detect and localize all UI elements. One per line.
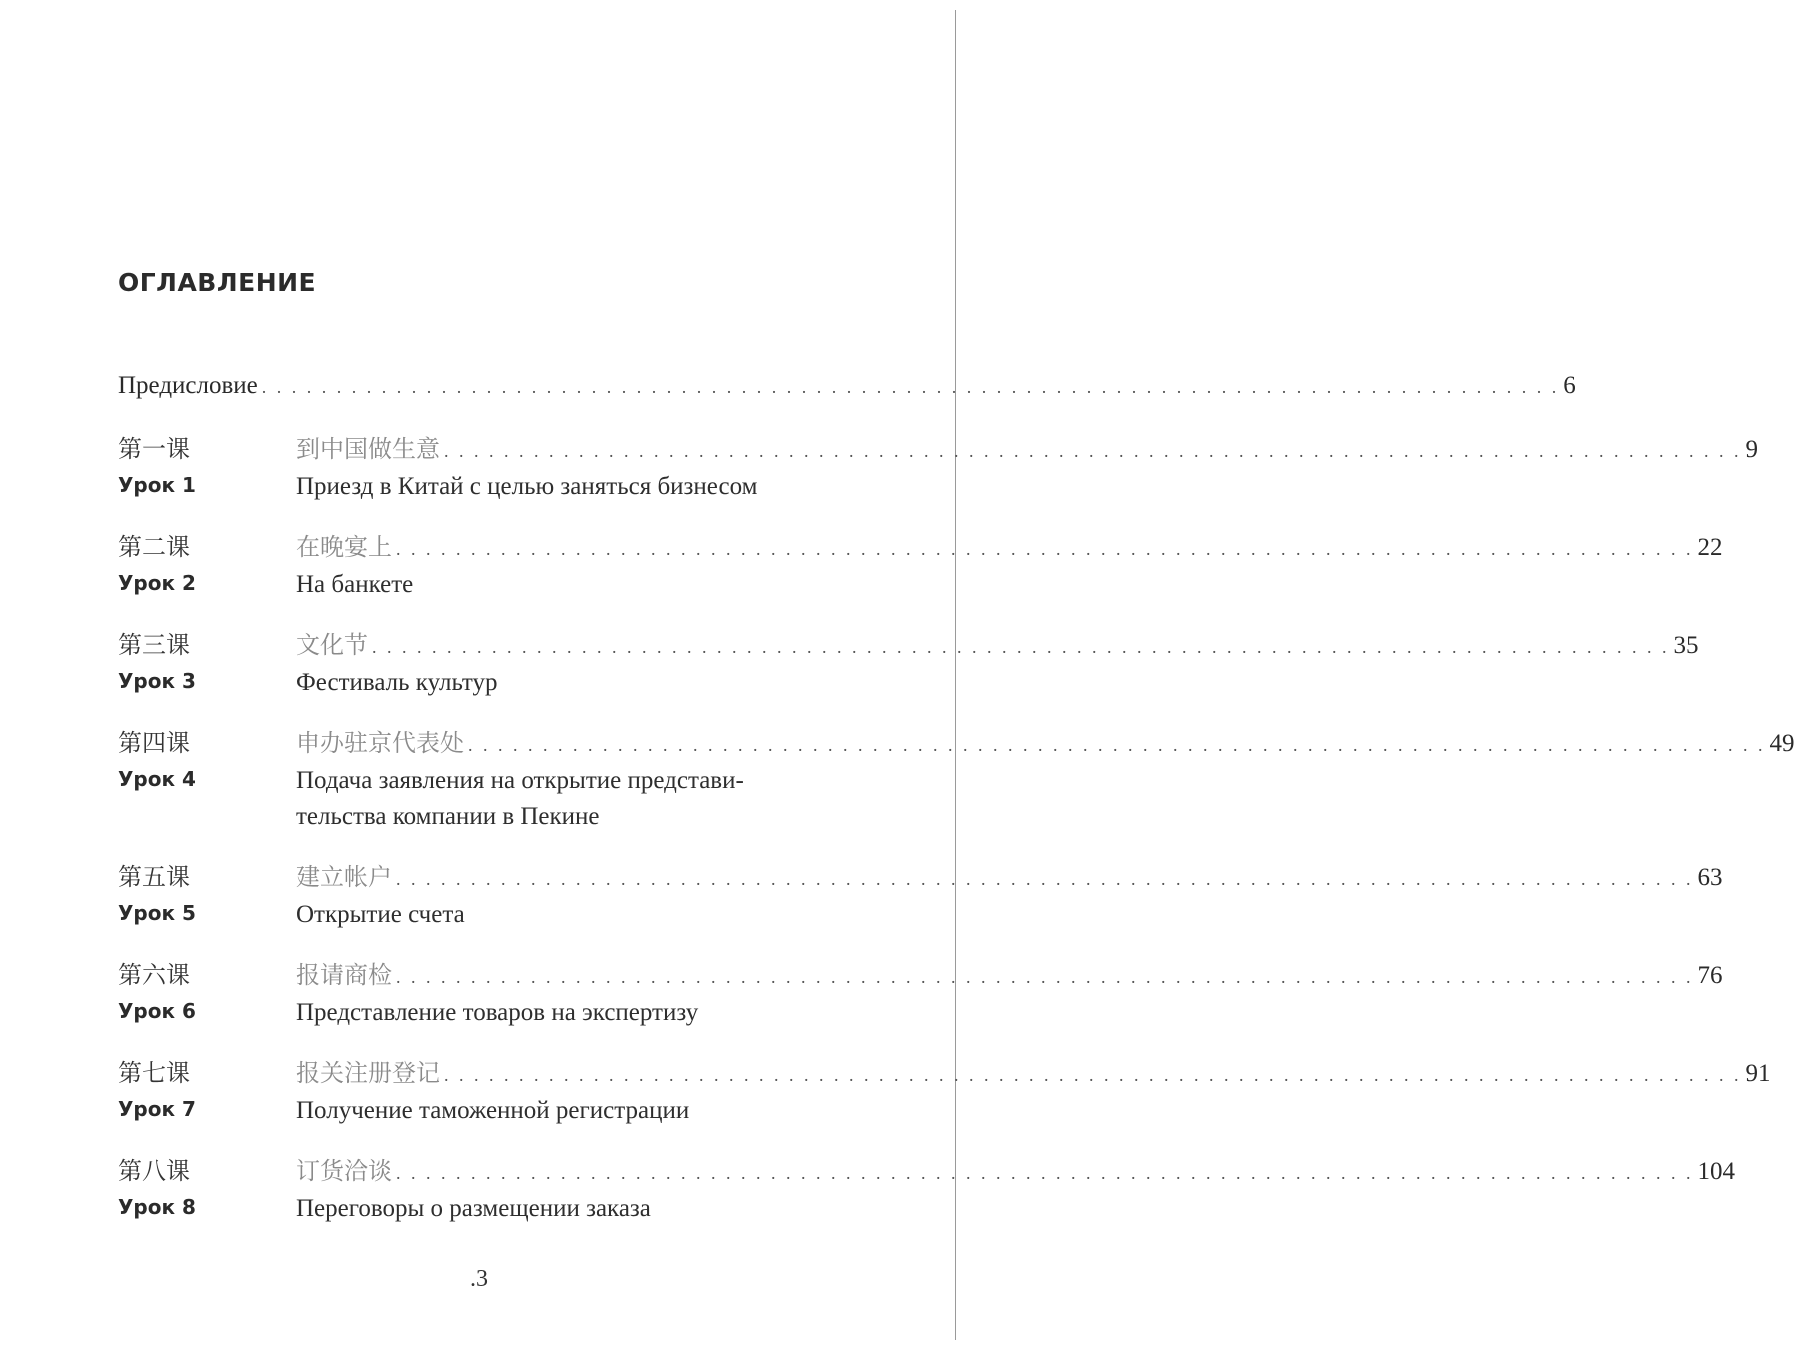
lesson-ru-title: Приезд в Китай с целью заняться бизнесом [296,473,758,500]
lesson-ru-title-continued: тельства компании в Пекине [296,803,600,830]
dot-leader [396,1155,1694,1191]
lesson-ru-title: Получение таможенной регистрации [296,1097,690,1124]
toc-entry-lesson-6[interactable] [118,957,1723,1031]
lesson-ru-title: На банкете [296,571,414,598]
page-ref: 63 [1697,864,1723,891]
lesson-ru-label: Урок 1 [118,473,196,497]
toc-heading: ОГЛАВЛЕНИЕ [118,268,317,297]
lesson-cn-label: 第七课 [118,1059,190,1087]
page-ref: 9 [1745,436,1758,463]
dot-leader [396,861,1694,897]
table-of-contents [118,368,1795,1251]
lesson-ru-label: Урок 2 [118,571,196,595]
dot-leader [262,369,1560,405]
lesson-cn-title: 到中国做生意 [296,435,440,463]
lesson-cn-title: 订货洽谈 [296,1157,392,1185]
page-ref: 35 [1673,632,1699,659]
page-ref: 76 [1697,962,1723,989]
page-ref: 91 [1745,1060,1771,1087]
toc-entry-lesson-2[interactable] [118,529,1723,603]
lesson-ru-label: Урок 5 [118,901,196,925]
page-ref: 49 [1769,730,1795,757]
lesson-ru-label: Урок 4 [118,767,196,791]
lesson-ru-title: Фестиваль культур [296,669,498,696]
lesson-cn-title: 报关注册登记 [296,1059,440,1087]
lesson-ru-title: Открытие счета [296,901,465,928]
lesson-ru-title: Представление товаров на экспертизу [296,999,699,1026]
lesson-cn-label: 第一课 [118,435,190,463]
toc-entry-lesson-8[interactable] [118,1153,1735,1227]
toc-entry-lesson-4[interactable] [118,725,1795,835]
lesson-cn-label: 第二课 [118,533,190,561]
page-ref: 22 [1697,534,1723,561]
dot-leader [372,629,1670,665]
lesson-cn-label: 第八课 [118,1157,190,1185]
preface-label: Предисловие [118,372,258,399]
lesson-ru-title: Переговоры о размещении заказа [296,1195,651,1222]
page-number: .3 [470,1266,488,1292]
lesson-ru-label: Урок 3 [118,669,196,693]
toc-entry-lesson-1[interactable] [118,431,1758,505]
dot-leader [444,433,1742,469]
lesson-cn-title: 建立帐户 [296,863,392,891]
lesson-cn-label: 第四课 [118,729,190,757]
dot-leader [396,531,1694,567]
dot-leader [468,727,1766,763]
lesson-cn-title: 在晚宴上 [296,533,392,561]
lesson-ru-label: Урок 8 [118,1195,196,1219]
toc-entry-lesson-5[interactable] [118,859,1723,933]
lesson-ru-label: Урок 7 [118,1097,196,1121]
lesson-ru-label: Урок 6 [118,999,196,1023]
lesson-cn-title: 文化节 [296,631,368,659]
toc-entry-lesson-3[interactable] [118,627,1699,701]
lesson-cn-label: 第六课 [118,961,190,989]
dot-leader [444,1057,1742,1093]
lesson-cn-label: 第三课 [118,631,190,659]
toc-entry-preface[interactable] [118,368,1576,405]
toc-entry-lesson-7[interactable] [118,1055,1771,1129]
lesson-cn-label: 第五课 [118,863,190,891]
lesson-cn-title: 报请商检 [296,961,392,989]
lesson-ru-title: Подача заявления на открытие представи- [296,767,744,794]
page-ref: 6 [1563,372,1576,399]
dot-leader [396,959,1694,995]
lesson-cn-title: 申办驻京代表处 [296,729,464,757]
page-ref: 104 [1697,1158,1735,1185]
